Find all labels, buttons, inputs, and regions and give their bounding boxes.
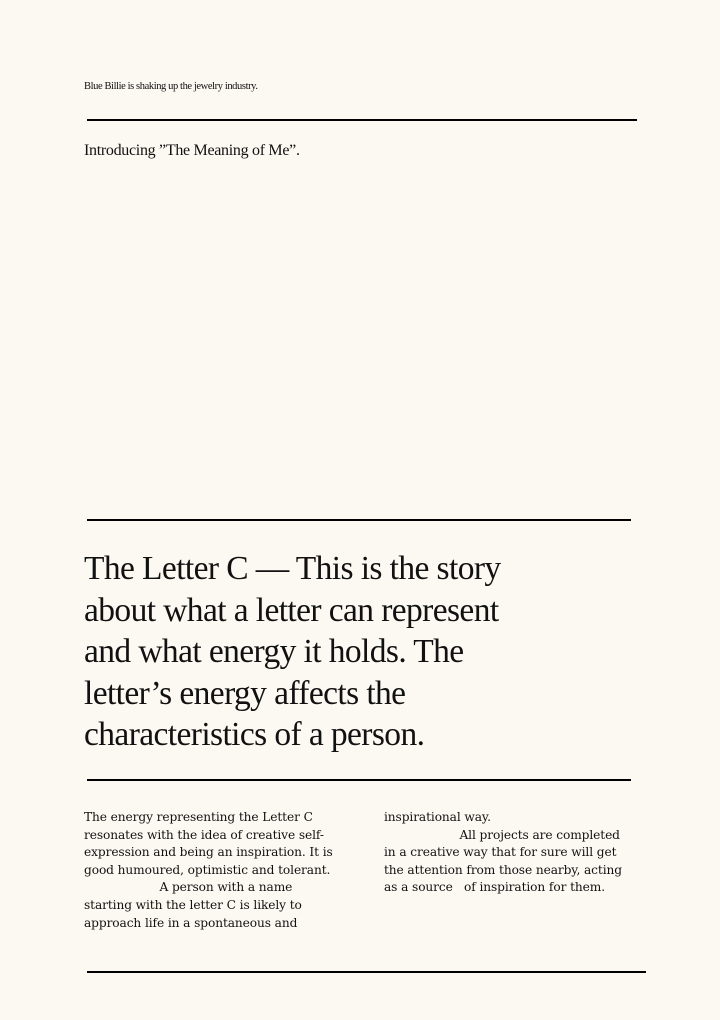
body-line: good humoured, optimistic and tolerant.	[84, 862, 331, 877]
body-line: in a creative way that for sure will get	[384, 845, 617, 860]
body-line: The energy representing the Letter C	[84, 810, 313, 824]
divider-below-headline	[87, 779, 631, 781]
headline-line: letter’s energy affects the	[84, 674, 406, 712]
headline-line: characteristics of a person.	[84, 716, 425, 753]
divider-above-headline	[87, 519, 631, 521]
body-column-2	[384, 809, 644, 897]
headline-line: about what a letter can represent	[84, 591, 499, 629]
intro-heading: Introducing ”The Meaning of Me”.	[84, 142, 300, 159]
body-line: expression and being an inspiration. It is	[84, 845, 333, 860]
body-line: resonates with the idea of creative self-	[84, 827, 324, 842]
body-line: All projects are completed	[384, 827, 620, 842]
divider-top	[87, 119, 637, 121]
body-line: A person with a name	[84, 880, 293, 895]
divider-bottom	[87, 971, 646, 973]
body-line: starting with the letter C is likely to	[84, 897, 302, 912]
body-line: as a source of inspiration for them.	[384, 880, 605, 895]
body-line: inspirational way.	[384, 810, 491, 824]
kicker-text: Blue Billie is shaking up the jewelry industry.	[84, 81, 258, 92]
headline	[84, 548, 634, 756]
body-column-1	[84, 809, 344, 932]
body-line: approach life in a spontaneous and	[84, 915, 298, 930]
headline-line: The Letter C — This is the story	[84, 550, 501, 587]
headline-line: and what energy it holds. The	[84, 633, 464, 670]
body-line: the attention from those nearby, acting	[384, 862, 622, 877]
